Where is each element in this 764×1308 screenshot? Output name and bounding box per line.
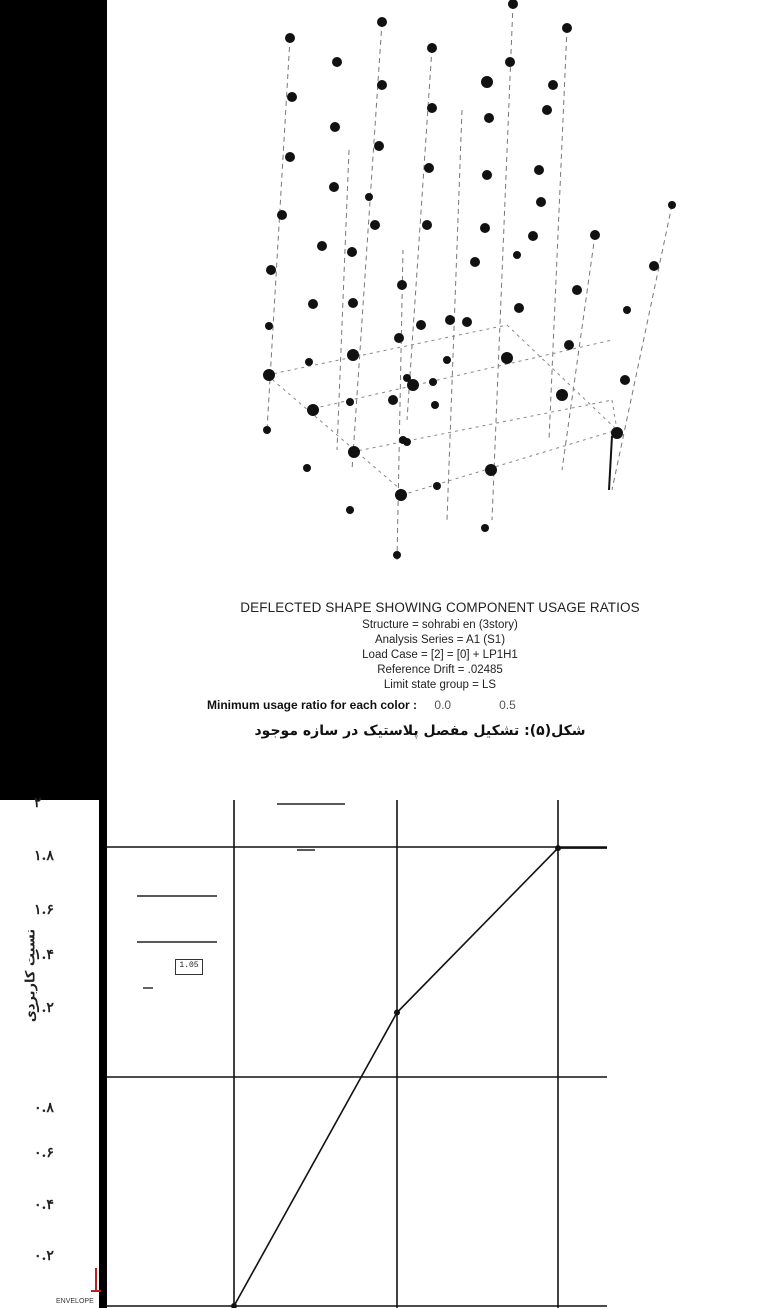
left-margin-bar <box>0 0 107 800</box>
deflected-shape-model <box>107 0 747 595</box>
analysis-series-line: Analysis Series = A1 (S1) <box>374 634 506 646</box>
y-tick-label: ۰.۶ <box>34 1145 54 1161</box>
y-tick-label: ۱.۲ <box>34 1000 54 1016</box>
y-tick-label: ۰.۸ <box>34 1100 54 1116</box>
color-value-mid <box>468 698 481 712</box>
chart-grid <box>107 800 607 1308</box>
envelope-label: ENVELOPE <box>56 1298 94 1305</box>
figure-title: DEFLECTED SHAPE SHOWING COMPONENT USAGE RATIOS <box>240 600 640 615</box>
red-marker <box>95 1268 97 1292</box>
y-tick-label: ۱.۸ <box>34 848 54 864</box>
load-case-line: Load Case = [2] = [0] + LP1H1 <box>362 649 518 661</box>
left-margin-bar-lower <box>99 800 107 1308</box>
data-point <box>555 845 561 851</box>
min-usage-label: Minimum usage ratio for each color : <box>207 698 418 712</box>
y-tick-label: ۱.۴ <box>34 947 54 963</box>
y-tick-label: ۲ <box>34 795 42 811</box>
structure-line: Structure = sohrabi en (3story) <box>362 619 518 631</box>
color-value-high: 0.5 <box>499 698 516 712</box>
y-axis-label: نسبت کاربردی <box>23 928 39 1023</box>
data-point <box>394 1010 400 1016</box>
y-tick-label: ۰.۲ <box>34 1248 54 1264</box>
limit-state-line: Limit state group = LS <box>383 679 497 691</box>
reference-drift-line: Reference Drift = .02485 <box>377 664 503 676</box>
y-tick-label: ۱.۶ <box>34 902 54 918</box>
color-value-low: 0.0 <box>434 698 452 712</box>
legend-value-box: 1.05 <box>175 959 203 975</box>
red-marker-base <box>91 1290 101 1292</box>
usage-ratio-chart <box>107 800 617 1308</box>
min-usage-legend <box>207 698 516 712</box>
figure-caption-fa: شکل(۵): تشکیل مفصل پلاستیک در سازه موجود <box>254 723 586 739</box>
chart-decor <box>137 804 345 988</box>
y-tick-label: ۰.۴ <box>34 1197 54 1213</box>
